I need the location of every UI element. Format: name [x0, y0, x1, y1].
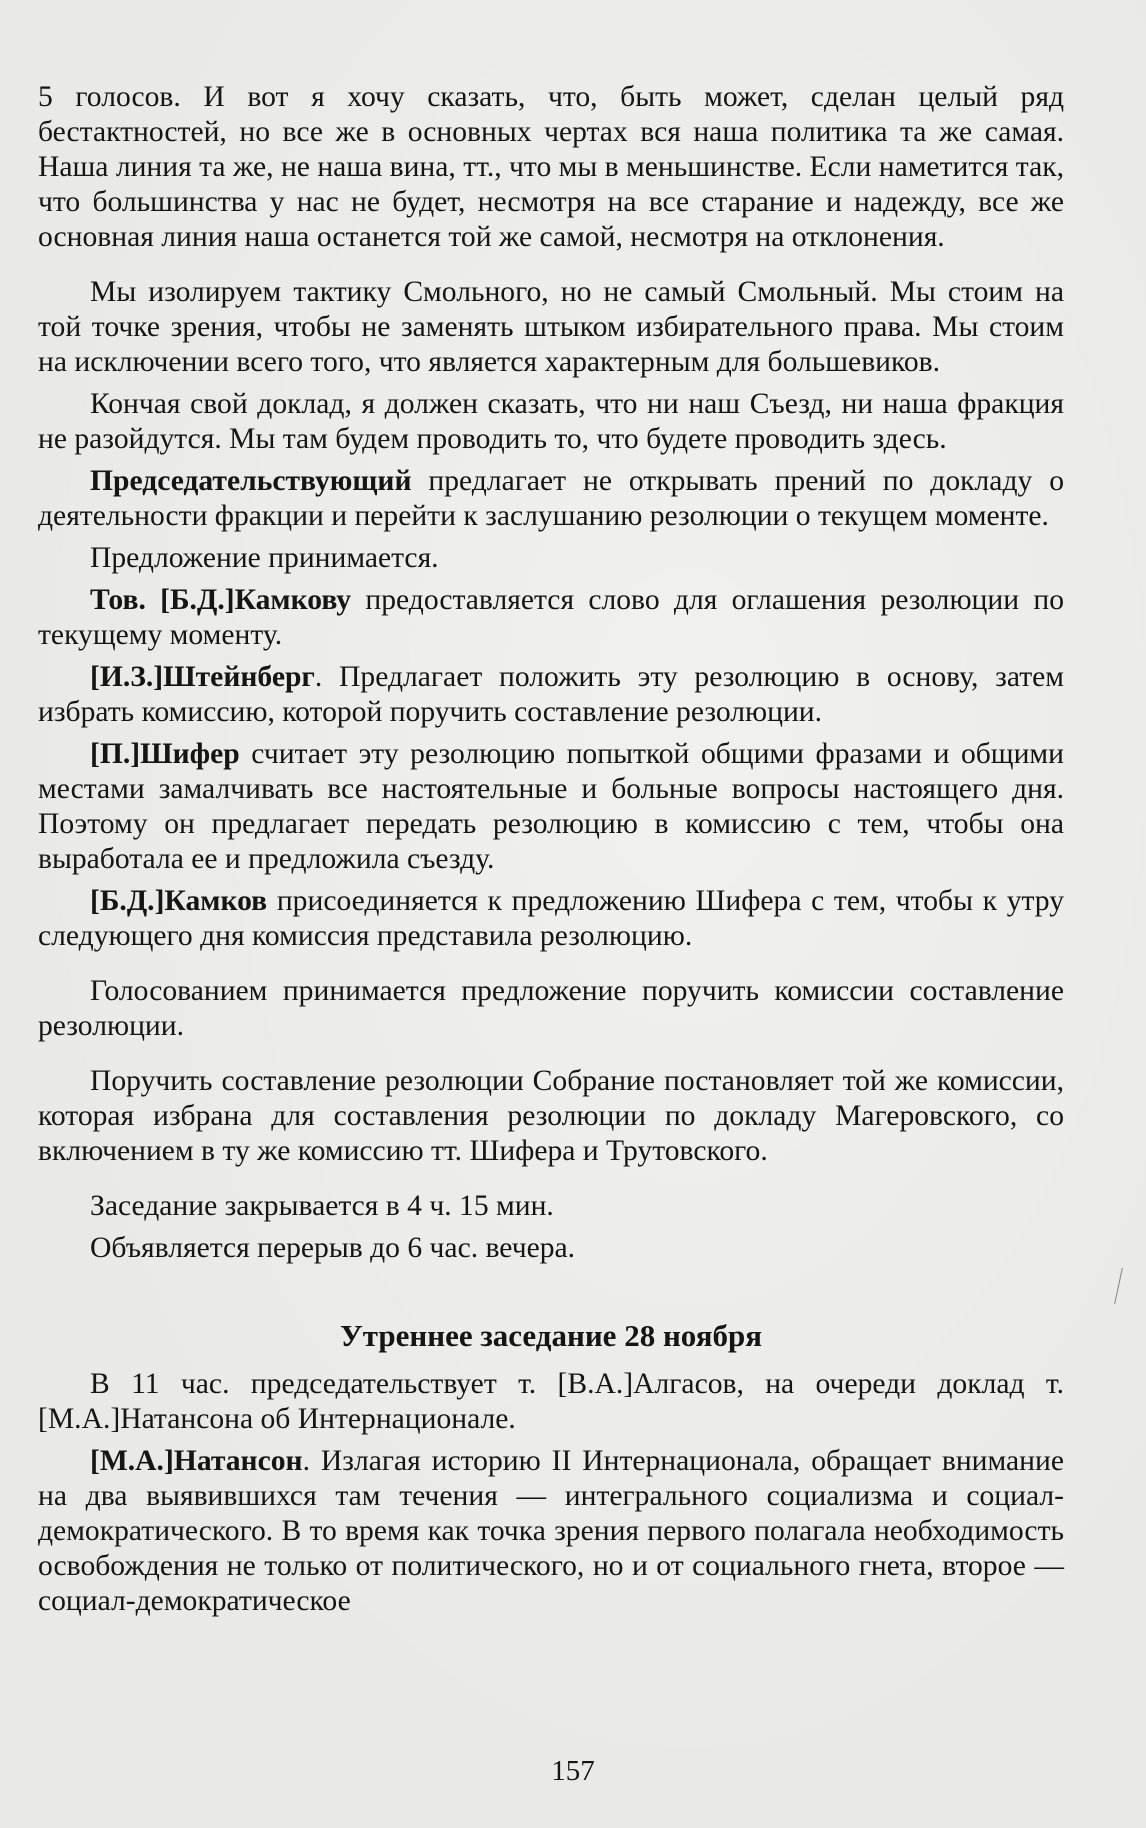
speaker-name: [П.]Шифер	[90, 738, 240, 770]
paragraph-3: Кончая свой доклад, я должен сказать, что ни наш Съезд, ни наша фракция не разойдутся. Мы там будем проводить то, что будете проводить здесь.	[38, 388, 1064, 455]
paragraph-5: Предложение принимается.	[90, 542, 439, 574]
speaker-name: Тов. [Б.Д.]Камкову	[90, 584, 352, 616]
speaker-name: [М.А.]Натансон	[90, 1445, 303, 1477]
paragraph-7: [И.З.]Штейнберг. Предлагает положить эту резолюцию в основу, затем избрать комиссию, которой поручить составление резолюции.	[38, 661, 1064, 728]
paragraph-9: [Б.Д.]Камков присоединяется к предложению Шифера с тем, чтобы к утру следующего дня комиссия представила резолюцию.	[38, 885, 1064, 952]
section-paragraph-1: В 11 час. председательствует т. [В.А.]Алгасов, на очереди доклад т. [М.А.]Натансона об Интернационале.	[38, 1368, 1064, 1435]
speaker-name: Председательствующий	[90, 465, 412, 497]
paragraph-4: Председательствующий предлагает не открывать прений по докладу о деятельности фракции и перейти к заслушанию резолюции о текущем моменте.	[38, 465, 1064, 532]
section-heading: Утреннее заседание 28 ноября	[339, 1318, 762, 1353]
speaker-name: [И.З.]Штейнберг	[90, 661, 315, 693]
paragraph-8: [П.]Шифер считает эту резолюцию попыткой общими фразами и общими местами замалчивать все настоятельные и больные вопросы настоящего дня. Поэтому он предлагает передать резолюцию в комиссию с тем, чтобы она выработала ее и предложила съезду.	[38, 738, 1064, 875]
paragraph-12: Заседание закрывается в 4 ч. 15 мин.	[90, 1190, 554, 1222]
section-paragraph-2: [М.А.]Натансон. Излагая историю II Интернационала, обращает внимание на два выявившихся там течения — интегрального социализма и социал-демократического. В то время как точка зрения первого полагала необходимость освобождения не только от политического, но и от социального гнета, второе — социал-демократическое	[38, 1445, 1064, 1617]
paragraph-6: Тов. [Б.Д.]Камкову предоставляется слово для оглашения резолюции по текущему моменту.	[38, 584, 1064, 651]
paragraph-1: 5 голосов. И вот я хочу сказать, что, быть может, сделан целый ряд бестактностей, но все же в основных чертах вся наша политика та же самая. Наша линия та же, не наша вина, тт., что мы в меньшинстве. Если наметится так, что большинства у нас не будет, несмотря на все старание и надежду, все же основная линия наша останется той же самой, несмотря на отклонения.	[38, 81, 1064, 253]
paragraph-2: Мы изолируем тактику Смольного, но не самый Смольный. Мы стоим на той точке зрения, чтобы не заменять штыком избирательного права. Мы стоим на исключении всего того, что является характерным для большевиков.	[38, 276, 1064, 378]
page-number: 157	[551, 1755, 595, 1787]
paragraph-11: Поручить составление резолюции Собрание постановляет той же комиссии, которая избрана для составления резолюции по докладу Магеровского, со включением в ту же комиссию тт. Шифера и Трутовского.	[38, 1065, 1064, 1167]
page-text	[38, 80, 1064, 1619]
paragraph-13: Объявляется перерыв до 6 час. вечера.	[90, 1232, 576, 1264]
paragraph-10: Голосованием принимается предложение поручить комиссии составление резолюции.	[38, 975, 1064, 1042]
speaker-name: [Б.Д.]Камков	[90, 885, 268, 917]
margin-pencil-mark	[1114, 1268, 1133, 1304]
